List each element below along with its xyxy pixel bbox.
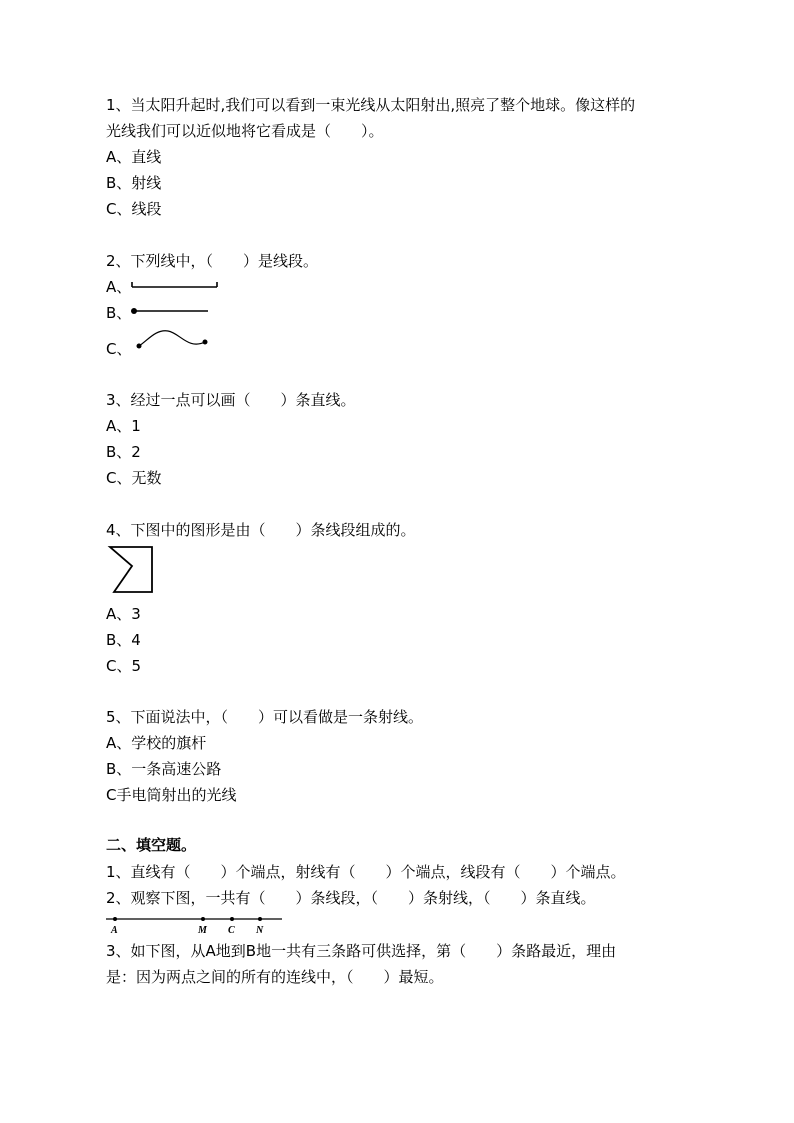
q1-stem-line2: 光线我们可以近似地将它看成是（ ）。: [106, 122, 384, 140]
q3-option-b: B、2: [106, 443, 141, 461]
q1-option-b: B、射线: [106, 174, 162, 192]
q4-option-a: A、3: [106, 605, 141, 623]
fill-q3-line2: 是：因为两点之间的所有的连线中，（ ）最短。: [106, 968, 444, 986]
q5-option-b: B、一条高速公路: [106, 760, 222, 778]
q4-stem: 4、下图中的图形是由（ ）条线段组成的。: [106, 521, 416, 539]
fill-q2-figure: [104, 911, 286, 937]
label-c: C: [228, 925, 235, 936]
point-m: [201, 917, 205, 921]
q2-figure-a-segment: [128, 279, 222, 293]
label-a: A: [111, 925, 118, 936]
q3-stem: 3、经过一点可以画（ ）条直线。: [106, 391, 356, 409]
q5-option-a: A、学校的旗杆: [106, 734, 207, 752]
q2-option-b: B、: [106, 304, 132, 322]
q2-option-c: C、: [106, 340, 132, 358]
q2-figure-b-ray: [128, 305, 212, 317]
q2-figure-c-curve: [130, 326, 212, 354]
q1-stem-line1: 1、当太阳升起时,我们可以看到一束光线从太阳射出,照亮了整个地球。像这样的: [106, 96, 636, 114]
point-n: [258, 917, 262, 921]
q5-option-c: C手电筒射出的光线: [106, 786, 237, 804]
section2-heading: 二、填空题。: [106, 836, 197, 854]
fill-q1: 1、直线有（ ）个端点，射线有（ ）个端点，线段有（ ）个端点。: [106, 863, 626, 881]
q1-option-c: C、线段: [106, 200, 162, 218]
q4-option-c: C、5: [106, 657, 142, 675]
fill-q2: 2、观察下图，一共有（ ）条线段，（ ）条射线，（ ）条直线。: [106, 889, 596, 907]
q1-option-a: A、直线: [106, 148, 162, 166]
q4-figure-shape: [104, 544, 156, 598]
point-c: [230, 917, 234, 921]
fill-q3-line1: 3、如下图，从A地到B地一共有三条路可供选择，第（ ）条路最近，理由: [106, 942, 617, 960]
q2-stem: 2、下列线中，（ ）是线段。: [106, 252, 319, 270]
label-m: M: [198, 925, 207, 936]
q3-option-a: A、1: [106, 417, 141, 435]
q3-option-c: C、无数: [106, 469, 162, 487]
point-a: [113, 917, 117, 921]
q5-stem: 5、下面说法中，（ ）可以看做是一条射线。: [106, 708, 424, 726]
q2-option-a: A、: [106, 278, 132, 296]
q4-option-b: B、4: [106, 631, 141, 649]
label-n: N: [256, 925, 264, 936]
